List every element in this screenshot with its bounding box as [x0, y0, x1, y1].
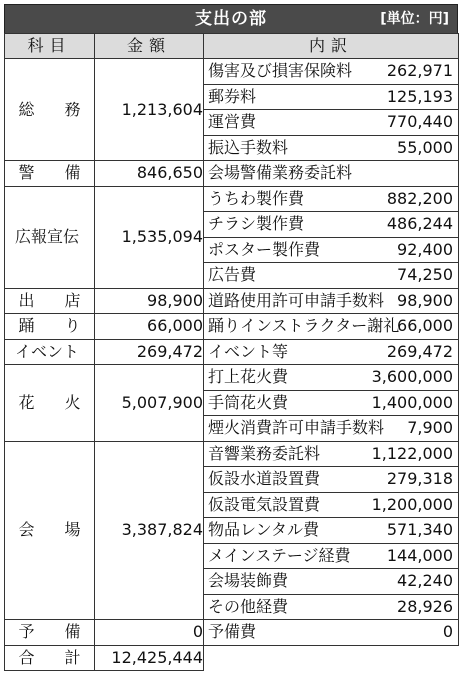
category-subject-cell [5, 314, 95, 340]
category-subject: 広報宣伝 [15, 227, 80, 246]
detail-cell [204, 135, 459, 161]
expense-table-body [5, 59, 459, 671]
table-row [5, 620, 459, 646]
detail-item-amount: 279,318 [386, 469, 453, 488]
total-empty-cell [204, 645, 459, 671]
detail-item-name: 手筒花火費 [208, 392, 289, 412]
detail-cell [204, 543, 459, 569]
detail-item-amount: 882,200 [386, 188, 453, 208]
detail-cell [204, 416, 459, 442]
detail-item-name: チラシ製作費 [208, 214, 305, 233]
detail-item-name: 振込手数料 [208, 137, 289, 157]
detail-item-name: 音響業務委託料 [208, 443, 321, 463]
detail-item-name: その他経費 [208, 596, 289, 616]
table-row [5, 314, 459, 340]
detail-item-amount: 0 [442, 622, 453, 641]
category-amount: 1,535,094 [95, 186, 204, 288]
detail-cell [204, 110, 459, 136]
category-subject: 花火 [18, 392, 81, 412]
detail-item-amount: 7,900 [407, 418, 453, 437]
detail-item-amount: 3,600,000 [371, 367, 453, 386]
detail-item-amount: 269,472 [386, 341, 453, 361]
detail-item-amount: 125,193 [386, 86, 453, 106]
table-title-bar [4, 4, 458, 34]
category-subject: 総務 [18, 99, 81, 119]
detail-item-amount: 486,244 [386, 214, 453, 233]
detail-cell [204, 620, 459, 646]
detail-item-name: 道路使用許可申請手数料 [208, 290, 385, 310]
category-subject-cell [5, 441, 95, 620]
detail-cell [204, 339, 459, 365]
category-amount: 98,900 [95, 288, 204, 314]
detail-cell [204, 314, 459, 340]
total-row [5, 645, 459, 671]
total-amount: 12,425,444 [95, 645, 204, 671]
category-subject-cell [5, 59, 95, 161]
detail-cell [204, 237, 459, 263]
table-row [5, 441, 459, 467]
category-subject: 予備 [18, 622, 81, 642]
detail-item-name: 煙火消費許可申請手数料 [208, 418, 385, 437]
detail-item-name: 郵券料 [208, 86, 257, 106]
detail-cell [204, 518, 459, 544]
detail-item-name: 予備費 [208, 622, 257, 641]
total-label: 合計 [18, 647, 81, 667]
table-row [5, 339, 459, 365]
detail-item-name: 傷害及び損害保険料 [208, 61, 353, 80]
detail-item-name: メインステージ経費 [208, 545, 351, 565]
category-amount: 1,213,604 [95, 59, 204, 161]
category-amount: 0 [95, 620, 204, 646]
detail-item-name: 会場装飾費 [208, 571, 289, 590]
category-amount: 5,007,900 [95, 365, 204, 442]
category-amount: 3,387,824 [95, 441, 204, 620]
detail-item-amount: 42,240 [397, 571, 453, 590]
detail-cell [204, 441, 459, 467]
detail-cell [204, 161, 459, 187]
unit-label: [単位：円] [380, 11, 449, 27]
column-header-subject: 科目 [5, 34, 95, 59]
category-subject-cell [5, 620, 95, 646]
column-header-row [5, 34, 459, 59]
table-row [5, 161, 459, 187]
detail-item-amount: 1,400,000 [371, 392, 453, 412]
detail-item-name: イベント等 [208, 341, 289, 361]
detail-cell [204, 263, 459, 289]
column-header-amount: 金額 [95, 34, 204, 59]
detail-cell [204, 288, 459, 314]
category-amount: 66,000 [95, 314, 204, 340]
detail-item-amount: 92,400 [397, 239, 453, 259]
detail-item-amount: 1,122,000 [371, 443, 453, 463]
category-subject-cell [5, 339, 95, 365]
detail-item-amount: 74,250 [397, 265, 453, 284]
detail-item-name: うちわ製作費 [208, 188, 305, 208]
detail-item-amount: 571,340 [386, 520, 453, 539]
detail-item-name: 踊りインストラクター謝礼 [208, 316, 400, 335]
table-row [5, 186, 459, 212]
detail-cell [204, 467, 459, 493]
detail-cell [204, 59, 459, 85]
category-amount: 269,472 [95, 339, 204, 365]
category-subject: 会場 [18, 520, 81, 540]
table-title: 支出の部 [195, 9, 267, 29]
detail-item-name: 仮設水道設置費 [208, 469, 321, 488]
detail-item-amount: 144,000 [386, 545, 453, 565]
detail-cell [204, 84, 459, 110]
category-subject-cell [5, 288, 95, 314]
total-label-cell [5, 645, 95, 671]
detail-item-name: 打上花火費 [208, 367, 289, 386]
detail-item-amount: 98,900 [397, 290, 453, 310]
detail-cell [204, 212, 459, 238]
category-subject-cell [5, 186, 95, 288]
table-row [5, 288, 459, 314]
category-amount: 846,650 [95, 161, 204, 187]
detail-item-name: 広告費 [208, 265, 257, 284]
category-subject: 踊り [18, 316, 81, 336]
category-subject-cell [5, 365, 95, 442]
detail-item-name: ポスター製作費 [208, 239, 321, 259]
expense-table [4, 33, 459, 671]
detail-item-name: 会場警備業務委託料 [208, 163, 353, 182]
detail-item-name: 運営費 [208, 112, 257, 131]
detail-cell [204, 365, 459, 391]
detail-item-amount: 262,971 [386, 61, 453, 80]
detail-item-name: 仮設電気設置費 [208, 494, 321, 514]
category-subject: 警備 [18, 163, 81, 183]
detail-cell [204, 492, 459, 518]
category-subject: イベント [15, 341, 80, 361]
detail-cell [204, 569, 459, 595]
detail-item-amount: 770,440 [386, 112, 453, 131]
detail-item-amount: 1,200,000 [371, 494, 453, 514]
detail-cell [204, 186, 459, 212]
detail-item-amount: 66,000 [397, 316, 453, 335]
table-row [5, 365, 459, 391]
table-row [5, 59, 459, 85]
detail-cell [204, 390, 459, 416]
category-subject-cell [5, 161, 95, 187]
detail-item-amount: 28,926 [397, 596, 453, 616]
category-subject: 出店 [18, 290, 81, 310]
detail-item-name: 物品レンタル費 [208, 520, 319, 539]
detail-item-amount: 55,000 [397, 137, 453, 157]
column-header-detail: 内訳 [204, 34, 459, 59]
detail-cell [204, 594, 459, 620]
